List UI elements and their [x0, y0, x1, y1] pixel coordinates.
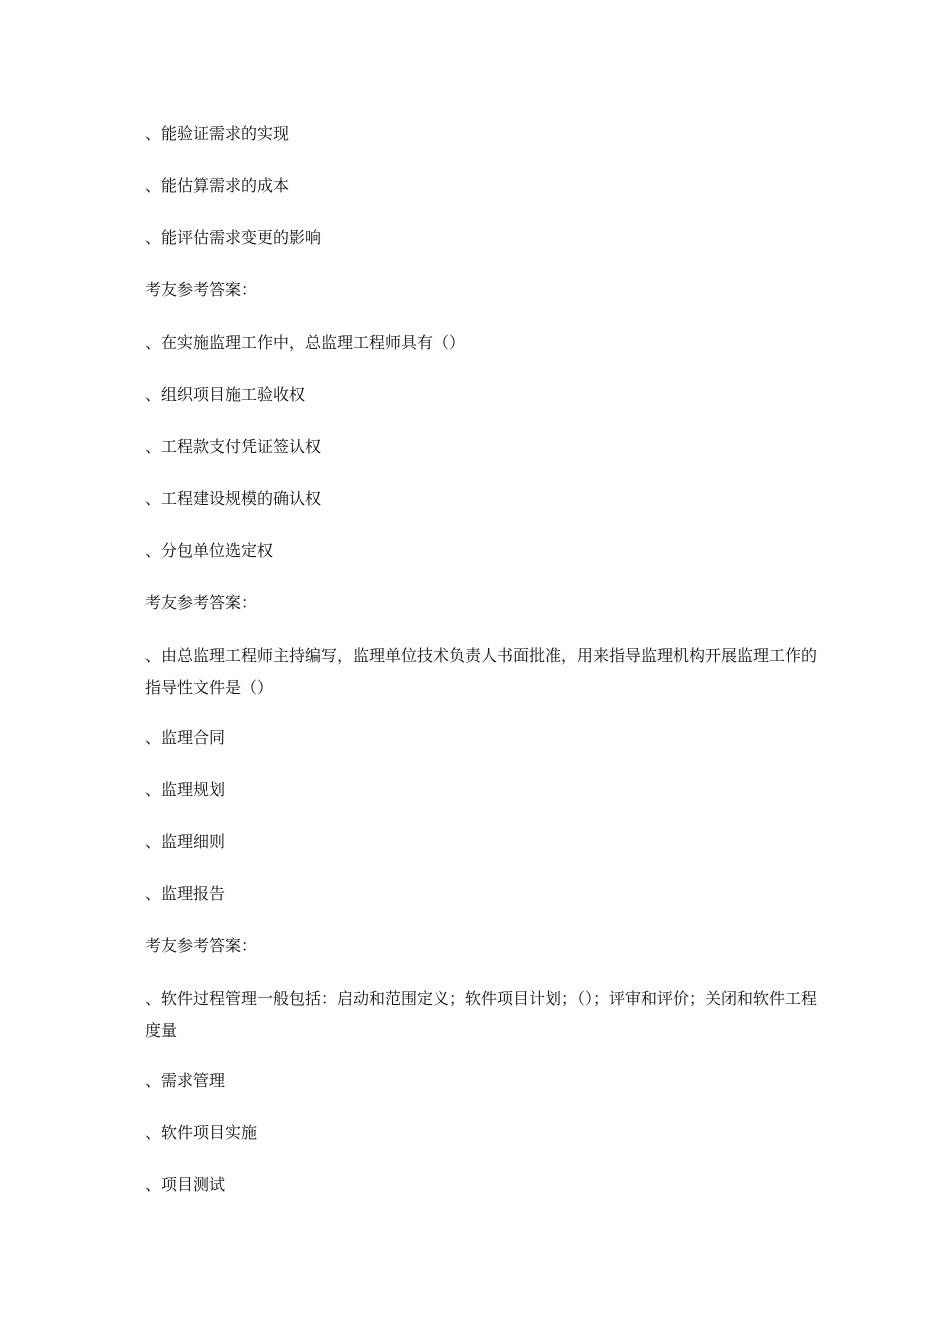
- question-paragraph: 、由总监理工程师主持编写，监理单位技术负责人书面批准，用来指导监理机构开展监理工作的指导性文件是（）: [145, 646, 818, 697]
- option-line: 、能评估需求变更的影响: [145, 228, 322, 247]
- option-line: 、工程款支付凭证签认权: [145, 437, 322, 456]
- option-line: 、能验证需求的实现: [145, 124, 290, 143]
- question-paragraph: 、软件过程管理一般包括：启动和范围定义；软件项目计划；（）；评审和评价；关闭和软件工程度量: [145, 989, 818, 1040]
- option-line: 、组织项目施工验收权: [145, 385, 306, 404]
- answer-label: 考友参考答案：: [145, 936, 258, 955]
- question-line: 、在实施监理工作中，总监理工程师具有（）: [145, 333, 466, 352]
- option-line: 、工程建设规模的确认权: [145, 489, 322, 508]
- option-line: 、监理报告: [145, 884, 226, 903]
- option-line: 、软件项目实施: [145, 1123, 258, 1142]
- option-line: 、项目测试: [145, 1175, 226, 1194]
- option-line: 、监理细则: [145, 832, 226, 851]
- answer-label: 考友参考答案：: [145, 280, 258, 299]
- option-line: 、能估算需求的成本: [145, 176, 290, 195]
- option-line: 、监理合同: [145, 728, 226, 747]
- option-line: 、监理规划: [145, 780, 226, 799]
- option-line: 、需求管理: [145, 1071, 226, 1090]
- option-line: 、分包单位选定权: [145, 541, 274, 560]
- answer-label: 考友参考答案：: [145, 593, 258, 612]
